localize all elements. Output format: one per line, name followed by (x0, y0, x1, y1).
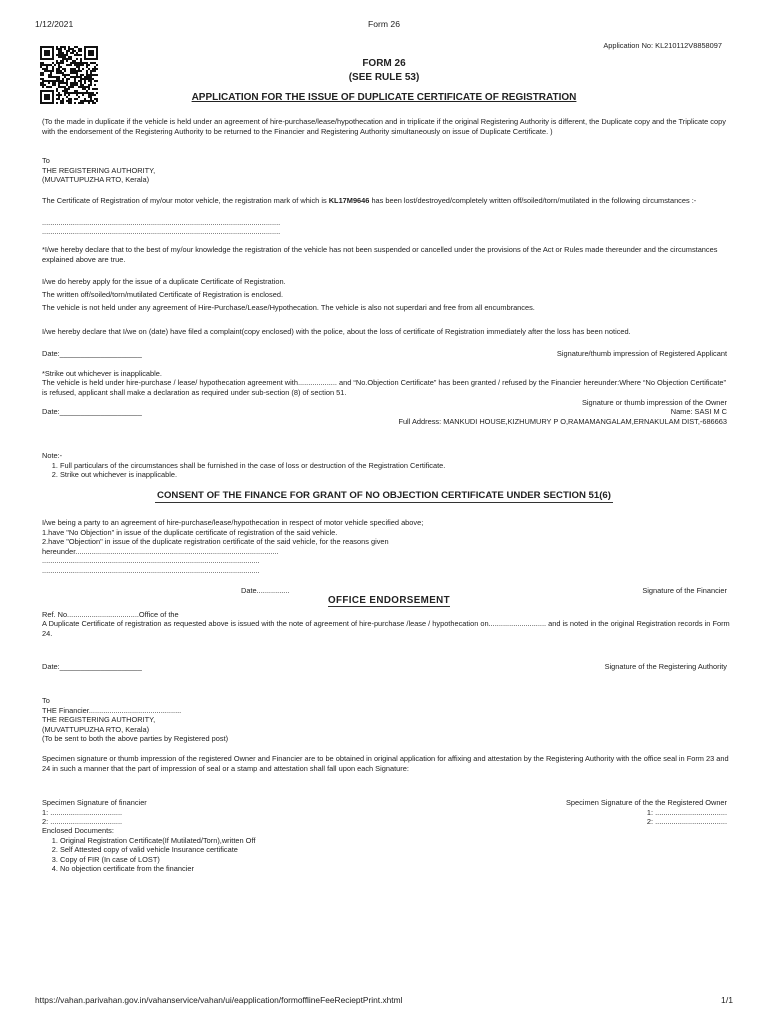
specimen-text: Specimen signature or thumb impression of the registered Owner and Financier are to be obtained in original application for affixing and attestation by the Registering Authority with the office seal in Form 23 and 24 in such a manner that the part of impression of seal or a stamp and attestation shall fall upon each Signature: (42, 754, 729, 773)
hire-purchase-statement: The vehicle is held under hire-purchase / lease/ hypothecation agreement with................... and “No.Objection Certificate” has been granted / refused by the Financier hereunder:Where “No Objection Certificate” is refused, applicant shall make a declaration as required under sub-section (8) of section 51. (42, 378, 726, 397)
complaint-statement: I/we hereby declare that I/we on (date) have filed a complaint(copy enclosed) with the police, about the loss of certificate of Registration immediately after the loss has been noticed. (42, 327, 631, 336)
consent-heading-row (0, 490, 768, 503)
form-rule: (SEE RULE 53) (348, 72, 420, 83)
enclosed-statement: The written off/soiled/torn/mutilated Certificate of Registration is enclosed. (42, 290, 283, 299)
consent-line-2: 1.have "No Objection" in issue of the duplicate certificate of registration of the said vehicle. (42, 527, 338, 537)
date-line-2: Date:____________________ (42, 407, 142, 416)
consent-line-4: hereunder................................................................................................... (42, 546, 279, 556)
owner-name: Name: SASI M C (670, 407, 727, 416)
circumstance-dots-1: .................................................................................................................... (42, 218, 281, 227)
address-rto: (MUVATTUPUZHA RTO, Kerala) (42, 175, 150, 185)
qr-module (92, 54, 94, 56)
note-block (42, 451, 445, 480)
enclosed-item: 3. Copy of FIR (In case of LOST) (60, 855, 255, 865)
address-block (42, 156, 155, 185)
consent-line-1: I/we being a party to an agreement of hire-purchase/lease/hypothecation in respect of motor vehicle specified above; (42, 518, 424, 527)
date-line-1: Date:____________________ (42, 349, 142, 358)
office-text: A Duplicate Certificate of registration as requested above is issued with the note of agreement of hire-purchase /lease / hypothecation on............................ and is noted in the original Registration records in Form 24. (42, 619, 730, 638)
declaration-1: *I/we hereby declare that to the best of my/our knowledge the registration of the vehicle has not been suspended or cancelled under the provisions of the Act or Rules made thereunder and the circumstances explained above are true. (42, 245, 718, 264)
owner-address: Full Address: MANKUDI HOUSE,KIZHUMURY P O,RAMAMANGALAM,ERNAKULAM DIST,-686663 (398, 417, 727, 426)
consent-heading: CONSENT OF THE FINANCE FOR GRANT OF NO OBJECTION CERTIFICATE UNDER SECTION 51(6) (157, 490, 611, 501)
signature-applicant: Signature/thumb impression of Registered Applicant (556, 349, 727, 358)
office-date: Date:____________________ (42, 662, 142, 671)
specimen-owner-label: Specimen Signature of the the Registered Owner (565, 798, 727, 807)
specimen-financier-label: Specimen Signature of financier (42, 798, 147, 807)
specimen-financier-line-2: 2: ................................... (42, 817, 123, 827)
qr-module (80, 54, 82, 56)
print-title: Form 26 (368, 19, 400, 29)
note-label: Note:- (42, 451, 63, 460)
reg-pre: The Certificate of Registration of my/our motor vehicle, the registration mark of which is (42, 196, 329, 205)
specimen-owner-block (566, 798, 727, 827)
reg-post: has been lost/destroyed/completely written off/soiled/torn/mutilated in the following circumstances :- (369, 196, 697, 205)
qr-module (42, 86, 44, 88)
specimen-owner-line-1: 1: ................................... (646, 807, 727, 817)
strike-note-1: *Strike out whichever is inapplicable. (42, 369, 162, 378)
form-heading (0, 92, 768, 103)
qr-module (50, 86, 52, 88)
qr-module (88, 88, 90, 90)
note-item: 1. Full particulars of the circumstances shall be furnished in the case of loss or destruction of the Registration Certificate. (60, 461, 445, 471)
footer-page: 1/1 (721, 995, 733, 1005)
financier-name: THE Financier............................................. (42, 705, 182, 715)
circumstance-dots-2: .................................................................................................................... (42, 227, 281, 236)
signature-authority: Signature of the Registering Authority (604, 662, 727, 671)
enclosed-item: 1. Original Registration Certificate(If Mutilated/Torn),written Off (60, 836, 255, 846)
form-name: FORM 26 (362, 58, 406, 69)
office-heading-row (0, 595, 768, 606)
enclosed-documents (42, 826, 255, 874)
signature-financier: Signature of the Financier (642, 586, 727, 595)
qr-module (94, 84, 96, 86)
office-ref: Ref. No...................................Office of the (42, 610, 179, 619)
financier-authority: THE REGISTERING AUTHORITY, (42, 715, 156, 725)
qr-module (80, 50, 82, 52)
enclosed-label: Enclosed Documents: (42, 826, 114, 835)
reg-mark: KL17M9646 (328, 196, 370, 205)
financier-post: (To be sent to both the above parties by Registered post) (42, 734, 229, 744)
not-held-statement: The vehicle is not held under any agreement of Hire-Purchase/Lease/Hypothecation. The vehicle is also not superdari and free from all encumbrances. (42, 303, 535, 312)
consent-dots-2: .......................................................................................................... (42, 565, 260, 575)
consent-dots-1: .......................................................................................................... (42, 556, 260, 566)
apply-statement: I/we do hereby apply for the issue of a duplicate Certificate of Registration. (42, 277, 286, 286)
qr-module (90, 84, 92, 86)
enclosed-item: 2. Self Attested copy of valid vehicle Insurance certificate (60, 845, 255, 855)
form-heading-text: APPLICATION FOR THE ISSUE OF DUPLICATE CERTIFICATE OF REGISTRATION (191, 92, 577, 103)
qr-module (54, 84, 56, 86)
note-item: 2. Strike out whichever is inapplicable. (60, 470, 445, 480)
specimen-financier-line-1: 1: ................................... (42, 807, 123, 817)
application-number: Application No: KL210112V8858097 (603, 41, 722, 50)
print-date: 1/12/2021 (35, 19, 74, 29)
consent-block (42, 518, 423, 576)
office-heading: OFFICE ENDORSEMENT (327, 595, 451, 606)
financier-to: To (42, 696, 50, 705)
address-authority: THE REGISTERING AUTHORITY, (42, 165, 156, 175)
specimen-financier-block (42, 798, 147, 827)
enclosed-item: 4. No objection certificate from the financier (60, 864, 255, 874)
qr-module (72, 86, 74, 88)
financier-rto: (MUVATTUPUZHA RTO, Kerala) (42, 724, 150, 734)
financier-address-block (42, 696, 228, 744)
address-to: To (42, 156, 50, 165)
registration-statement (42, 196, 732, 206)
qr-module (96, 88, 98, 90)
consent-date: Date................ (241, 586, 290, 595)
qr-module (48, 54, 50, 56)
qr-module (68, 88, 70, 90)
footer-url[interactable]: https://vahan.parivahan.gov.in/vahanservice/vahan/ui/eapplication/formofflineFeeRecieptPrint.xhtml (35, 995, 403, 1005)
form-intro: (To the made in duplicate if the vehicle is held under an agreement of hire-purchase/lease/hypothecation and in triplicate if the original Registering Authority is different, the Duplicate copy and the Triplicate copy with the endorsement of the Registering Authority to be returned to the Financier and Registering Authority simultaneously on issue of Duplicate Certificate. ) (42, 117, 726, 136)
consent-line-3: 2.have "Objection" in issue of the duplicate registration certificate of the said vehicle, for the reasons given (42, 537, 389, 547)
specimen-owner-line-2: 2: ................................... (646, 817, 727, 827)
signature-owner: Signature or thumb impression of the Owner (581, 398, 727, 407)
